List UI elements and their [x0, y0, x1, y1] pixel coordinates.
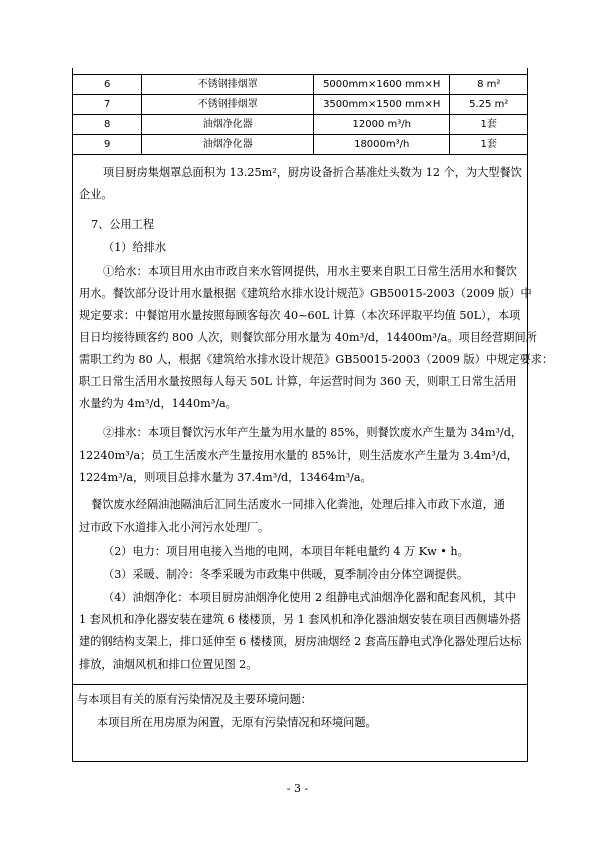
water-supply-line: 目日均接待顾客约 800 人次，则餐饮部分用水量为 40m³/d，14400m³/a。项目经营期间所: [79, 331, 537, 344]
paragraph-hood-area-line: 企业。: [79, 188, 113, 201]
table-row: [73, 75, 528, 95]
drainage-line: 1224m³/a，则项目总排水量为 37.4m³/d，13464m³/a。: [79, 471, 372, 484]
water-supply-line: 职工日常生活用水量按照每人每天 50L 计算，年运营时间为 360 天，则职工日常生活用: [79, 375, 517, 388]
row-spec: 12000 m³/h: [313, 115, 449, 135]
row-qty: 1套: [450, 135, 528, 155]
drainage-line: ②排水：本项目餐饮污水年产生量为用水量的 85%，则餐饮废水产生量为 34m³/d，: [103, 426, 523, 439]
section2-text: 本项目所在用房原为闲置，无原有污染情况和环境问题。: [97, 716, 377, 729]
water-supply-line: 用水。餐饮部分设计用水量根据《建筑给水排水设计规范》GB50015-2003（2009 版）中: [79, 287, 532, 300]
power-paragraph: （2）电力：项目用电接入当地的电网，本项目年耗电量约 4 万 Kw • h。: [103, 545, 469, 558]
row-no: 9: [73, 135, 142, 155]
row-spec: 3500mm×1500 mm×H: [313, 95, 449, 115]
equipment-table: [72, 74, 528, 155]
water-supply-line: 需职工约为 80 人，根据《建筑给水排水设计规范》GB50015-2003（2009 版）中规定要求：: [79, 353, 554, 366]
page-number: - 3 -: [286, 782, 309, 795]
fume-line: 排放，油烟风机和排口位置见图 2。: [79, 658, 258, 671]
row-name: 油烟净化器: [142, 115, 314, 135]
section-divider: [72, 684, 528, 685]
row-qty: 5.25 m²: [450, 95, 528, 115]
fume-line: （4）油烟净化：本项目厨房油烟净化使用 2 组静电式油烟净化器和配套风机，其中: [103, 591, 516, 604]
water-supply-line: ①给水：本项目用水由市政自来水管网提供，用水主要来自职工日常生活用水和餐饮: [103, 265, 517, 278]
drainage-line: 12240m³/a；员工生活废水产生量按用水量的 85%计，则生活废水产生量为 3.4m³/d，: [79, 449, 518, 462]
section-heading: 7、公用工程: [91, 218, 155, 231]
section2-title: 与本项目有关的原有污染情况及主要环境问题：: [77, 693, 312, 706]
row-name: 不锈钢排烟罩: [142, 75, 314, 95]
table-row: [73, 135, 528, 155]
row-spec: 18000m³/h: [313, 135, 449, 155]
row-name: 油烟净化器: [142, 135, 314, 155]
row-no: 6: [73, 75, 142, 95]
row-no: 8: [73, 115, 142, 135]
heating-paragraph: （3）采暖、制冷：冬季采暖为市政集中供暖，夏季制冷由分体空调提供。: [103, 568, 469, 581]
row-spec: 5000mm×1600 mm×H: [313, 75, 449, 95]
fume-line: 建的钢结构支架上，排口延伸至 6 楼楼顶，厨房油烟经 2 套高压静电式净化器处理后达标: [79, 635, 522, 648]
water-supply-line: 规定要求：中餐馆用水量按照每顾客每次 40~60L 计算（本次环评取平均值 50L），本项: [79, 309, 521, 322]
sewer-line: 餐饮废水经隔油池隔油后汇同生活废水一同排入化粪池，处理后排入市政下水道，通: [91, 498, 505, 511]
water-supply-line: 水量约为 4m³/d，1440m³/a。: [79, 397, 237, 410]
row-name: 不锈钢排烟罩: [142, 95, 314, 115]
table-row: [73, 95, 528, 115]
subsection-heading: （1）给排水: [103, 241, 167, 254]
row-qty: 8 m²: [450, 75, 528, 95]
fume-line: 1 套风机和净化器安装在建筑 6 楼楼顶，另 1 套风机和净化器油烟安装在项目西侧墙外搭: [79, 613, 521, 626]
table-row: [73, 115, 528, 135]
row-qty: 1套: [450, 115, 528, 135]
sewer-line: 过市政下水道排入北小河污水处理厂。: [79, 521, 270, 534]
row-no: 7: [73, 95, 142, 115]
paragraph-hood-area-line: 项目厨房集烟罩总面积为 13.25m²，厨房设备折合基准灶头数为 12 个，为大型餐饮: [103, 166, 522, 179]
